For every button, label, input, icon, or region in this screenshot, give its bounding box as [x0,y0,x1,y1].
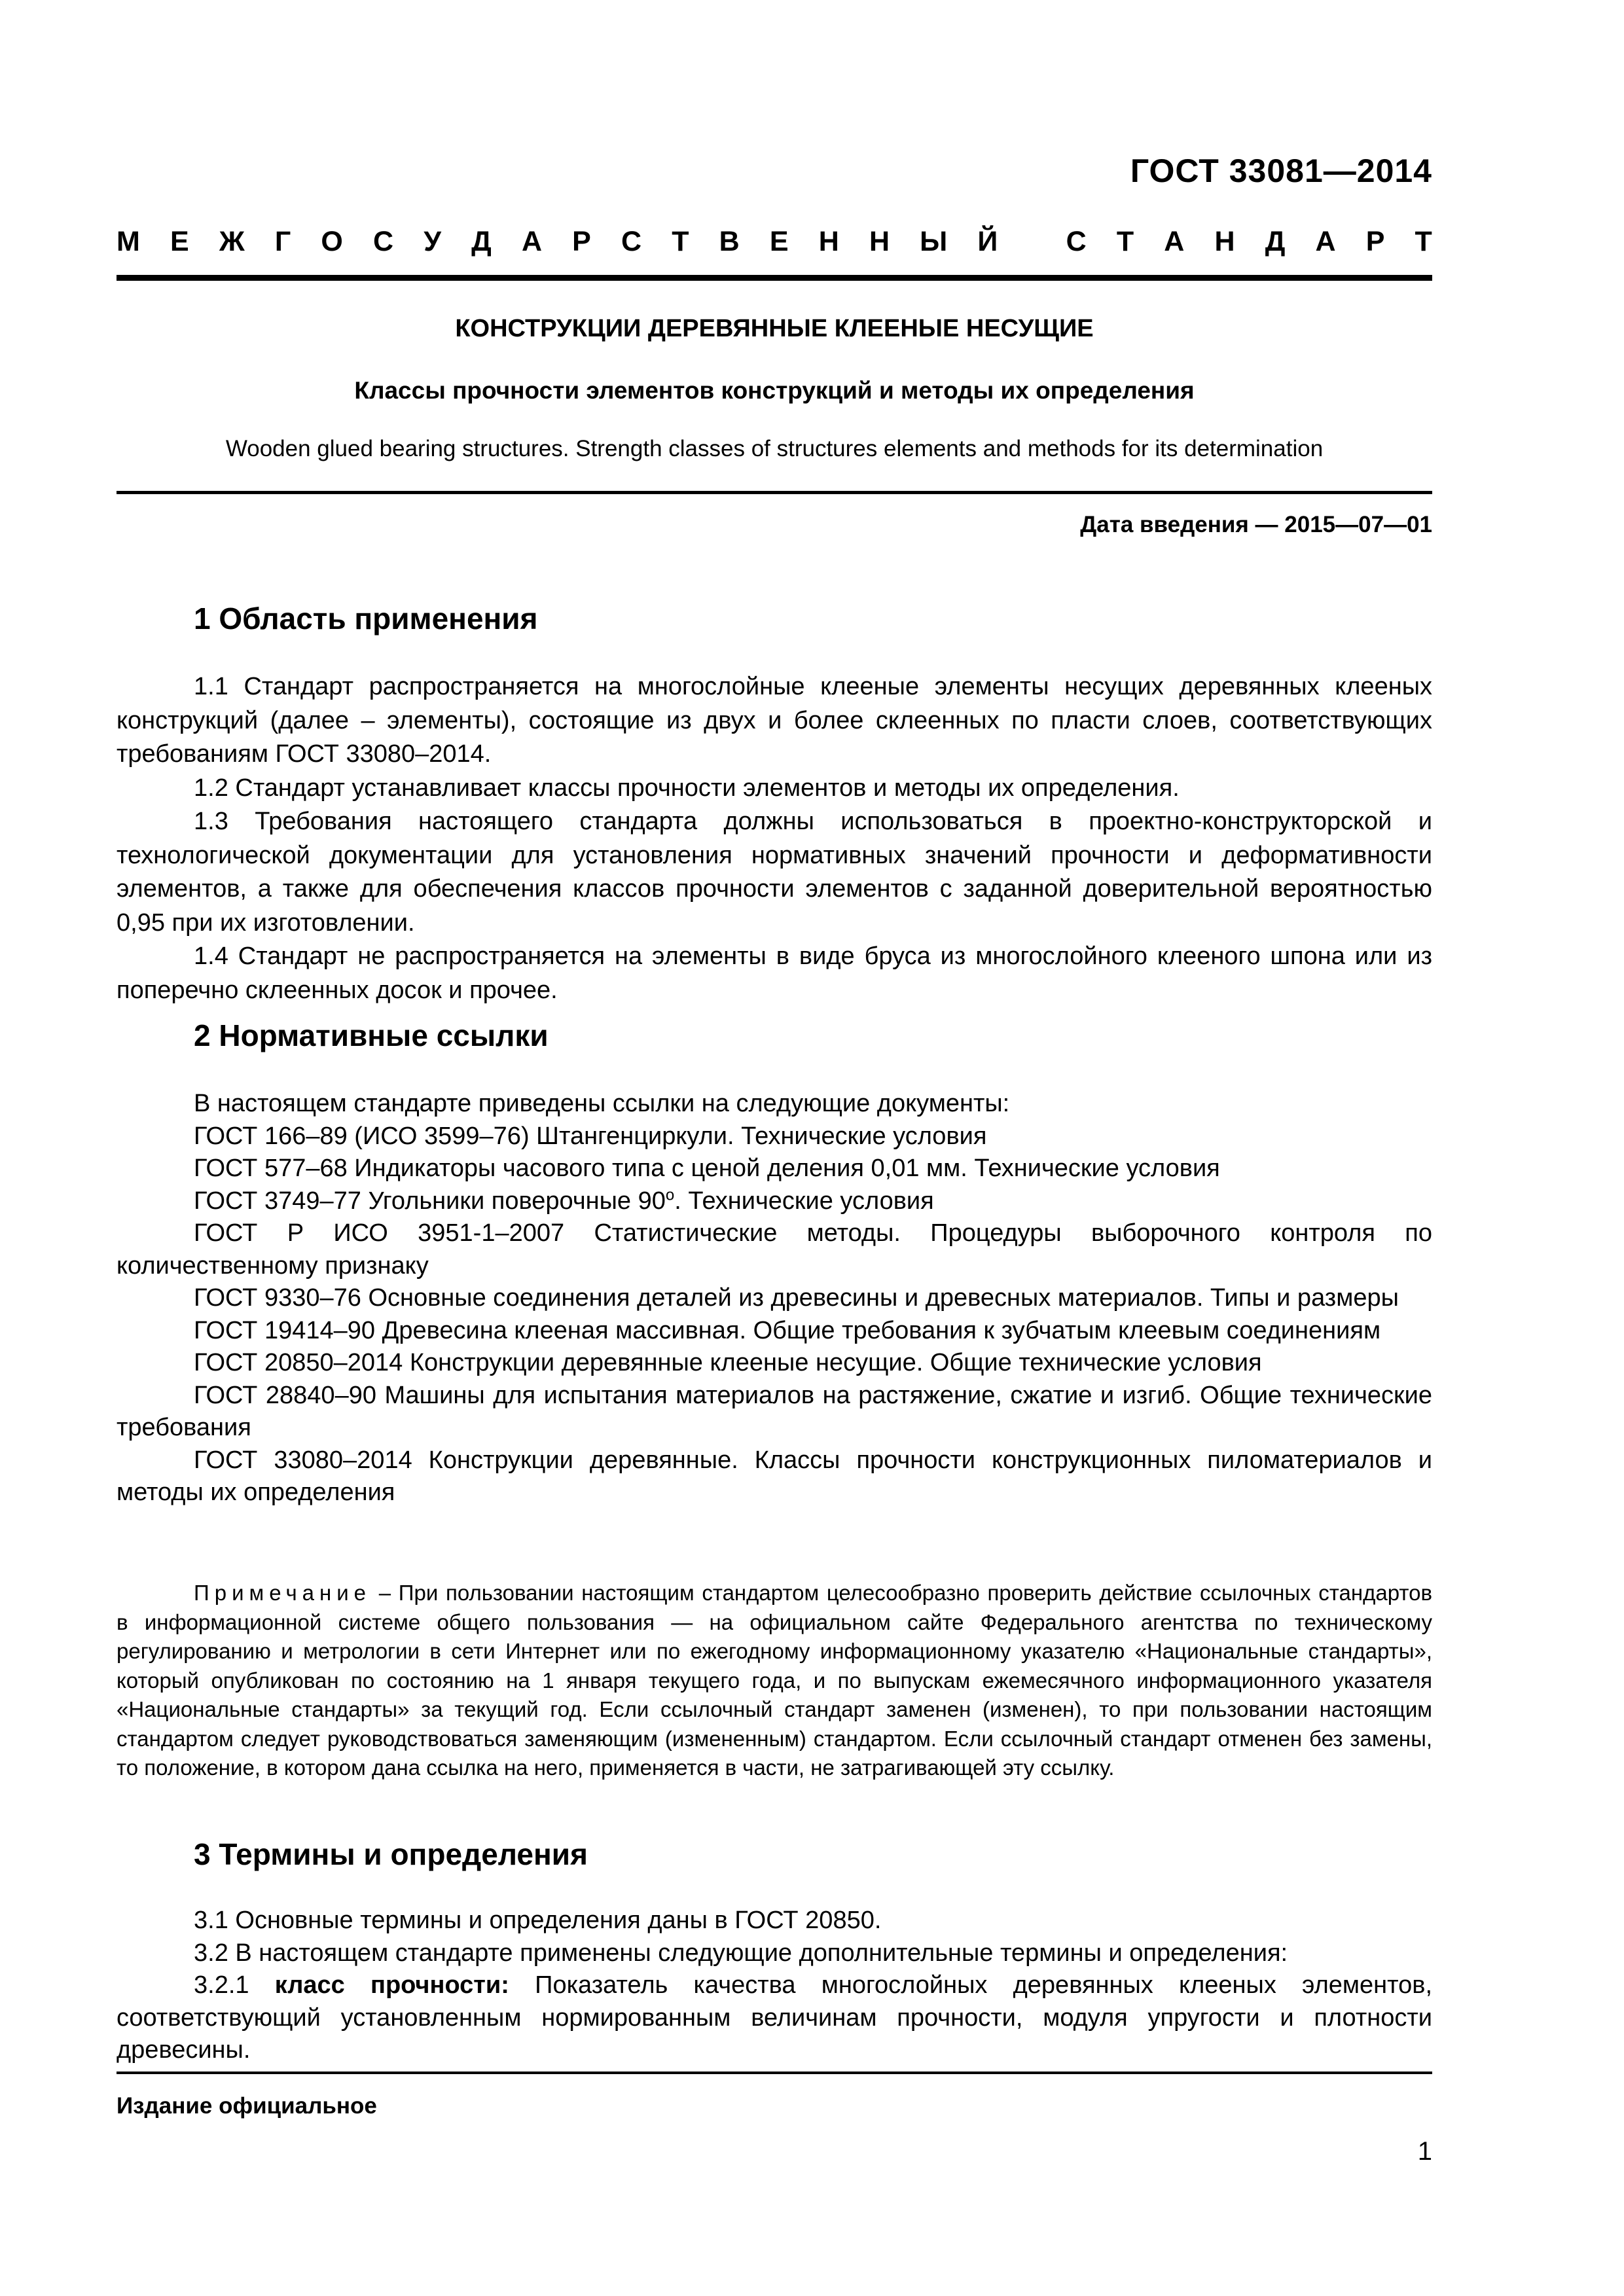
document-title: КОНСТРУКЦИИ ДЕРЕВЯННЫЕ КЛЕЕНЫЕ НЕСУЩИЕ [455,315,1094,342]
banner-letter: А [521,226,542,257]
paragraph-1-4: 1.4 Стандарт не распространяется на элементы в виде бруса из многослойного клееного шпона или из поперечно склеенных досок и прочее. [117,942,1432,1004]
header-rule-top [117,275,1432,281]
section-2-heading: 2 Нормативные ссылки [194,1018,549,1052]
banner-letter: Р [1365,226,1385,257]
banner-letter: Н [869,226,890,257]
banner-letter: С [373,226,394,257]
banner-letter: А [1164,226,1185,257]
section-3-body [117,1905,1432,2067]
section-1-body [117,670,1432,1007]
interstate-standard-banner [117,226,1432,258]
paragraph-3-2: 3.2 В настоящем стандарте применены следующие дополнительные термины и определения: [194,1939,1288,1967]
banner-letter: У [424,226,441,257]
english-title: Wooden glued bearing structures. Strength classes of structures elements and methods for its determination [225,436,1324,461]
banner-letter: В [719,226,740,257]
banner-letter: О [321,226,343,257]
banner-letter: Г [274,226,291,257]
banner-letter: С [621,226,642,257]
reference-item: ГОСТ 28840–90 Машины для испытания материалов на растяжение, сжатие и изгиб. Общие технические требования [117,1381,1432,1441]
banner-letter: Д [1265,226,1286,257]
reference-item [117,1185,1432,1218]
note [117,1579,1432,1783]
header-rule-bottom [117,491,1432,494]
term-definition: Показатель качества многослойных деревянных клееных элементов, соответствующий установленным нормированным величинам прочности, модуля упругости и плотности древесины. [117,1971,1433,2064]
reference-item: ГОСТ 19414–90 Древесина клееная массивная. Общие требования к зубчатым клеевым соединениям [194,1316,1381,1344]
footer-rule [117,2072,1432,2074]
reference-item: ГОСТ 33080–2014 Конструкции деревянные. Классы прочности конструкционных пиломатериалов и методы их определения [117,1446,1432,1506]
paragraph-1-3: 1.3 Требования настоящего стандарта должны использоваться в проектно-конструкторской и технологической документации для установления нормативных значений прочности и деформативности элементов, а также для обеспечения классов прочности элементов с заданной доверительной вероятностью 0,95 при их изготовлении. [117,808,1432,937]
reference-item: ГОСТ 577–68 Индикаторы часового типа с ценой деления 0,01 мм. Технические условия [194,1155,1220,1182]
paragraph-3-1: 3.1 Основные термины и определения даны в ГОСТ 20850. [194,1907,882,1934]
banner-letter: Й [977,226,998,257]
banner-letter: С [1066,226,1087,257]
banner-letter [1028,226,1036,258]
date-of-introduction: Дата введения — 2015—07—01 [1080,512,1432,537]
banner-letter: М [117,226,140,257]
banner-letter: Д [471,226,492,257]
reference-item: ГОСТ 9330–76 Основные соединения деталей из древесины и древесных материалов. Типы и размеры [194,1284,1399,1312]
section-2-references [117,1088,1432,1509]
reference-item: ГОСТ Р ИСО 3951-1–2007 Статистические методы. Процедуры выборочного контроля по количественному признаку [117,1219,1432,1280]
section-1-heading: 1 Область применения [194,601,538,636]
note-text: – При пользовании настоящим стандартом целесообразно проверить действие ссылочных стандартов в информационной системе общего пользования — на официальном сайте Федерального агентства по техническому регулированию и метрологии в сети Интернет или по ежегодному информационному указателю «Национальные стандарты», который опубликован по состоянию на 1 января текущего года, и по выпускам ежемесячного информационного указателя «Национальные стандарты» за текущий год. Если ссылочный стандарт заменен (изменен), то при пользовании настоящим стандартом следует руководствоваться заменяющим (измененным) стандартом. Если ссылочный стандарт отменен без замены, то положение, в котором дана ссылка на него, применяется в части, не затрагивающей эту ссылку. [117,1581,1432,1780]
banner-letter: Е [170,226,189,257]
banner-letter: Ы [920,226,948,257]
reference-item: ГОСТ 166–89 (ИСО 3599–76) Штангенциркули. Технические условия [194,1122,987,1150]
banner-letter: Е [769,226,789,257]
note-label: Примечание [194,1581,372,1605]
degree-superscript: о [665,1185,675,1204]
term-number: 3.2.1 [194,1971,275,1999]
reference-item: ГОСТ 20850–2014 Конструкции деревянные клееные несущие. Общие технические условия [194,1349,1262,1376]
banner-letter: А [1315,226,1336,257]
section-3-heading: 3 Термины и определения [194,1837,588,1871]
banner-letter: Ж [219,226,245,257]
paragraph-3-2-1 [117,1969,1432,2067]
reference-text: ГОСТ 3749–77 Угольники поверочные 90 [194,1187,666,1215]
paragraph-1-1: 1.1 Стандарт распространяется на многослойные клееные элементы несущих деревянных клееных конструкций (далее – элементы), состоящие из двух и более склеенных по пласти слоев, соответствующих требованиям ГОСТ 33080–2014. [117,673,1432,768]
paragraph-1-2: 1.2 Стандарт устанавливает классы прочности элементов и методы их определения. [194,774,1180,802]
banner-letter: Т [1116,226,1134,257]
banner-letter: Н [1214,226,1235,257]
references-intro: В настоящем стандарте приведены ссылки на следующие документы: [194,1090,1010,1117]
banner-letter: Т [672,226,689,257]
banner-letter: Н [818,226,839,257]
reference-text-tail: . Технические условия [674,1187,934,1215]
banner-letter: Р [572,226,591,257]
page-number: 1 [1417,2137,1432,2166]
document-subtitle: Классы прочности элементов конструкций и методы их определения [354,377,1195,404]
term-name: класс прочности: [274,1971,509,1999]
gost-number: ГОСТ 33081—2014 [1130,152,1432,189]
banner-letter: Т [1415,226,1432,257]
official-edition-label: Издание официальное [117,2093,377,2119]
